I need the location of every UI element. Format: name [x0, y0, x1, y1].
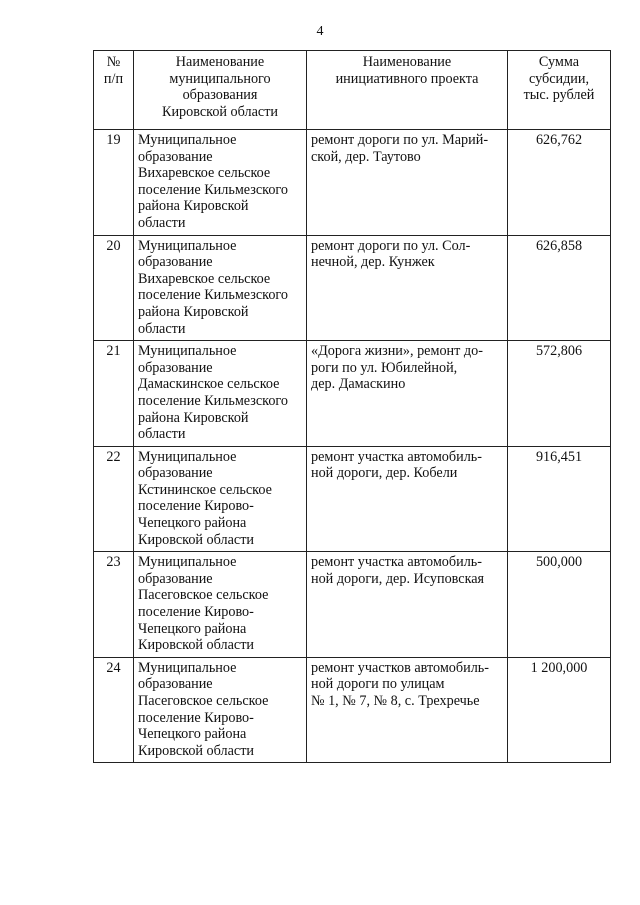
table-row: [94, 657, 611, 763]
table-row: [94, 341, 611, 447]
project-name: «Дорога жизни», ремонт до- роги по ул. Юбилейной, дер. Дамаскино: [307, 341, 508, 447]
table-header-row: [94, 51, 611, 130]
header-project: Наименование инициативного проекта: [307, 51, 508, 130]
table-row: [94, 130, 611, 236]
subsidy-amount: 916,451: [508, 446, 611, 552]
subsidy-amount: 500,000: [508, 552, 611, 658]
project-name: ремонт участка автомобиль- ной дороги, дер. Кобели: [307, 446, 508, 552]
header-municipality: Наименование муниципального образования Кировской области: [134, 51, 307, 130]
subsidy-amount: 626,762: [508, 130, 611, 236]
municipality-name: Муниципальное образование Пасеговское сельское поселение Кирово- Чепецкого района Кировской области: [134, 657, 307, 763]
table-row: [94, 552, 611, 658]
project-name: ремонт участка автомобиль- ной дороги, дер. Исуповская: [307, 552, 508, 658]
subsidy-table: [93, 50, 611, 763]
subsidy-amount: 572,806: [508, 341, 611, 447]
project-name: ремонт участков автомобиль- ной дороги по улицам № 1, № 7, № 8, с. Трехречье: [307, 657, 508, 763]
municipality-name: Муниципальное образование Пасеговское сельское поселение Кирово- Чепецкого района Кировской области: [134, 552, 307, 658]
project-name: ремонт дороги по ул. Сол- нечной, дер. Кунжек: [307, 235, 508, 341]
row-number: 24: [94, 657, 134, 763]
header-sum: Сумма субсидии, тыс. рублей: [508, 51, 611, 130]
municipality-name: Муниципальное образование Вихаревское сельское поселение Кильмезского района Кировской области: [134, 130, 307, 236]
municipality-name: Муниципальное образование Вихаревское сельское поселение Кильмезского района Кировской области: [134, 235, 307, 341]
table-row: [94, 235, 611, 341]
row-number: 23: [94, 552, 134, 658]
municipality-name: Муниципальное образование Дамаскинское сельское поселение Кильмезского района Кировской области: [134, 341, 307, 447]
header-num: № п/п: [94, 51, 134, 130]
municipality-name: Муниципальное образование Кстининское сельское поселение Кирово- Чепецкого района Кировской области: [134, 446, 307, 552]
subsidy-amount: 626,858: [508, 235, 611, 341]
table-row: [94, 446, 611, 552]
row-number: 19: [94, 130, 134, 236]
subsidy-amount: 1 200,000: [508, 657, 611, 763]
project-name: ремонт дороги по ул. Марий- ской, дер. Таутово: [307, 130, 508, 236]
page-number: 4: [316, 24, 324, 39]
row-number: 20: [94, 235, 134, 341]
row-number: 22: [94, 446, 134, 552]
row-number: 21: [94, 341, 134, 447]
